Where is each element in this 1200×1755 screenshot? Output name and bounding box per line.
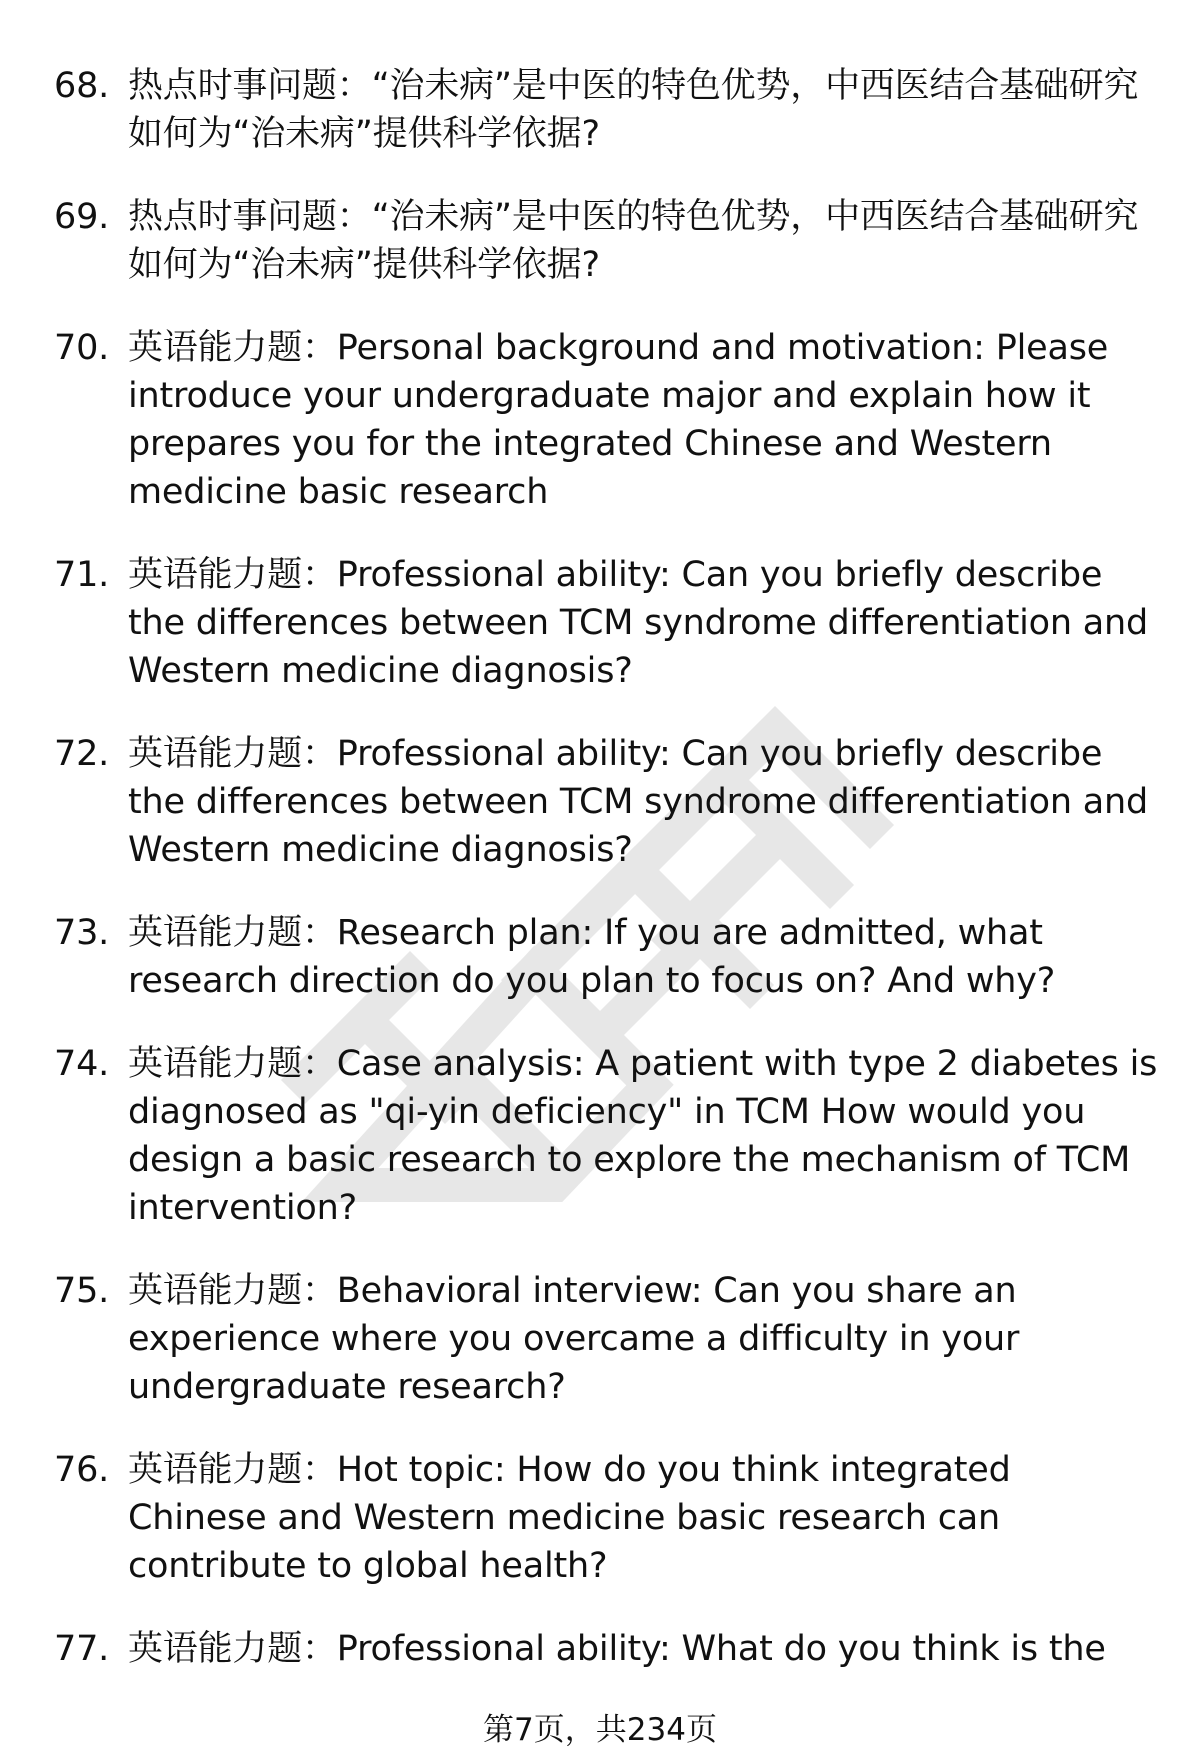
question-number: 75. (54, 1271, 110, 1311)
question-text: 热点时事问题：“治未病”是中医的特色优势，中西医结合基础研究如何为“治未病”提供科学依据? (128, 197, 1139, 285)
question-item-73 (0, 909, 1200, 1005)
question-number: 77. (54, 1629, 110, 1669)
question-text: 英语能力题：Research plan: If you are admitted, what research direction do you plan to focus on? And why? (128, 913, 1056, 1001)
question-item-68 (0, 62, 1200, 158)
question-item-75 (0, 1267, 1200, 1411)
question-item-72 (0, 730, 1200, 874)
question-number: 73. (54, 913, 110, 953)
question-text: 英语能力题：Hot topic: How do you think integrated Chinese and Western medicine basic research can contribute to global health? (128, 1450, 1011, 1586)
question-item-69 (0, 193, 1200, 289)
question-number: 72. (54, 734, 110, 774)
question-number: 71. (54, 555, 110, 595)
question-text: 热点时事问题：“治未病”是中医的特色优势，中西医结合基础研究如何为“治未病”提供科学依据? (128, 66, 1139, 154)
question-item-70 (0, 324, 1200, 516)
question-list (0, 62, 1200, 1708)
page-number-footer: 第7页，共234页 (483, 1712, 717, 1748)
question-number: 70. (54, 328, 110, 368)
question-text: 英语能力题：Professional ability: Can you briefly describe the differences between TCM syndrome differentiation and Western medicine diagnosis? (128, 734, 1149, 870)
question-item-74 (0, 1040, 1200, 1232)
question-item-71 (0, 551, 1200, 695)
question-item-77 (0, 1625, 1200, 1673)
question-number: 69. (54, 197, 110, 237)
question-text: 英语能力题：Behavioral interview: Can you share an experience where you overcame a difficulty in your undergraduate research? (128, 1271, 1020, 1407)
question-number: 74. (54, 1044, 110, 1084)
question-text: 英语能力题：Case analysis: A patient with type 2 diabetes is diagnosed as "qi-yin deficiency" in TCM How would you design a basic research to explore the mechanism of TCM intervention? (128, 1044, 1158, 1228)
question-number: 76. (54, 1450, 110, 1490)
question-text: 英语能力题：Professional ability: What do you think is the (128, 1629, 1106, 1669)
question-number: 68. (54, 66, 110, 106)
question-text: 英语能力题：Professional ability: Can you briefly describe the differences between TCM syndrome differentiation and Western medicine diagnosis? (128, 555, 1149, 691)
question-text: 英语能力题：Personal background and motivation: Please introduce your undergraduate major and explain how it prepares you for the integrated Chinese and Western medicine basic research (128, 328, 1109, 512)
question-item-76 (0, 1446, 1200, 1590)
